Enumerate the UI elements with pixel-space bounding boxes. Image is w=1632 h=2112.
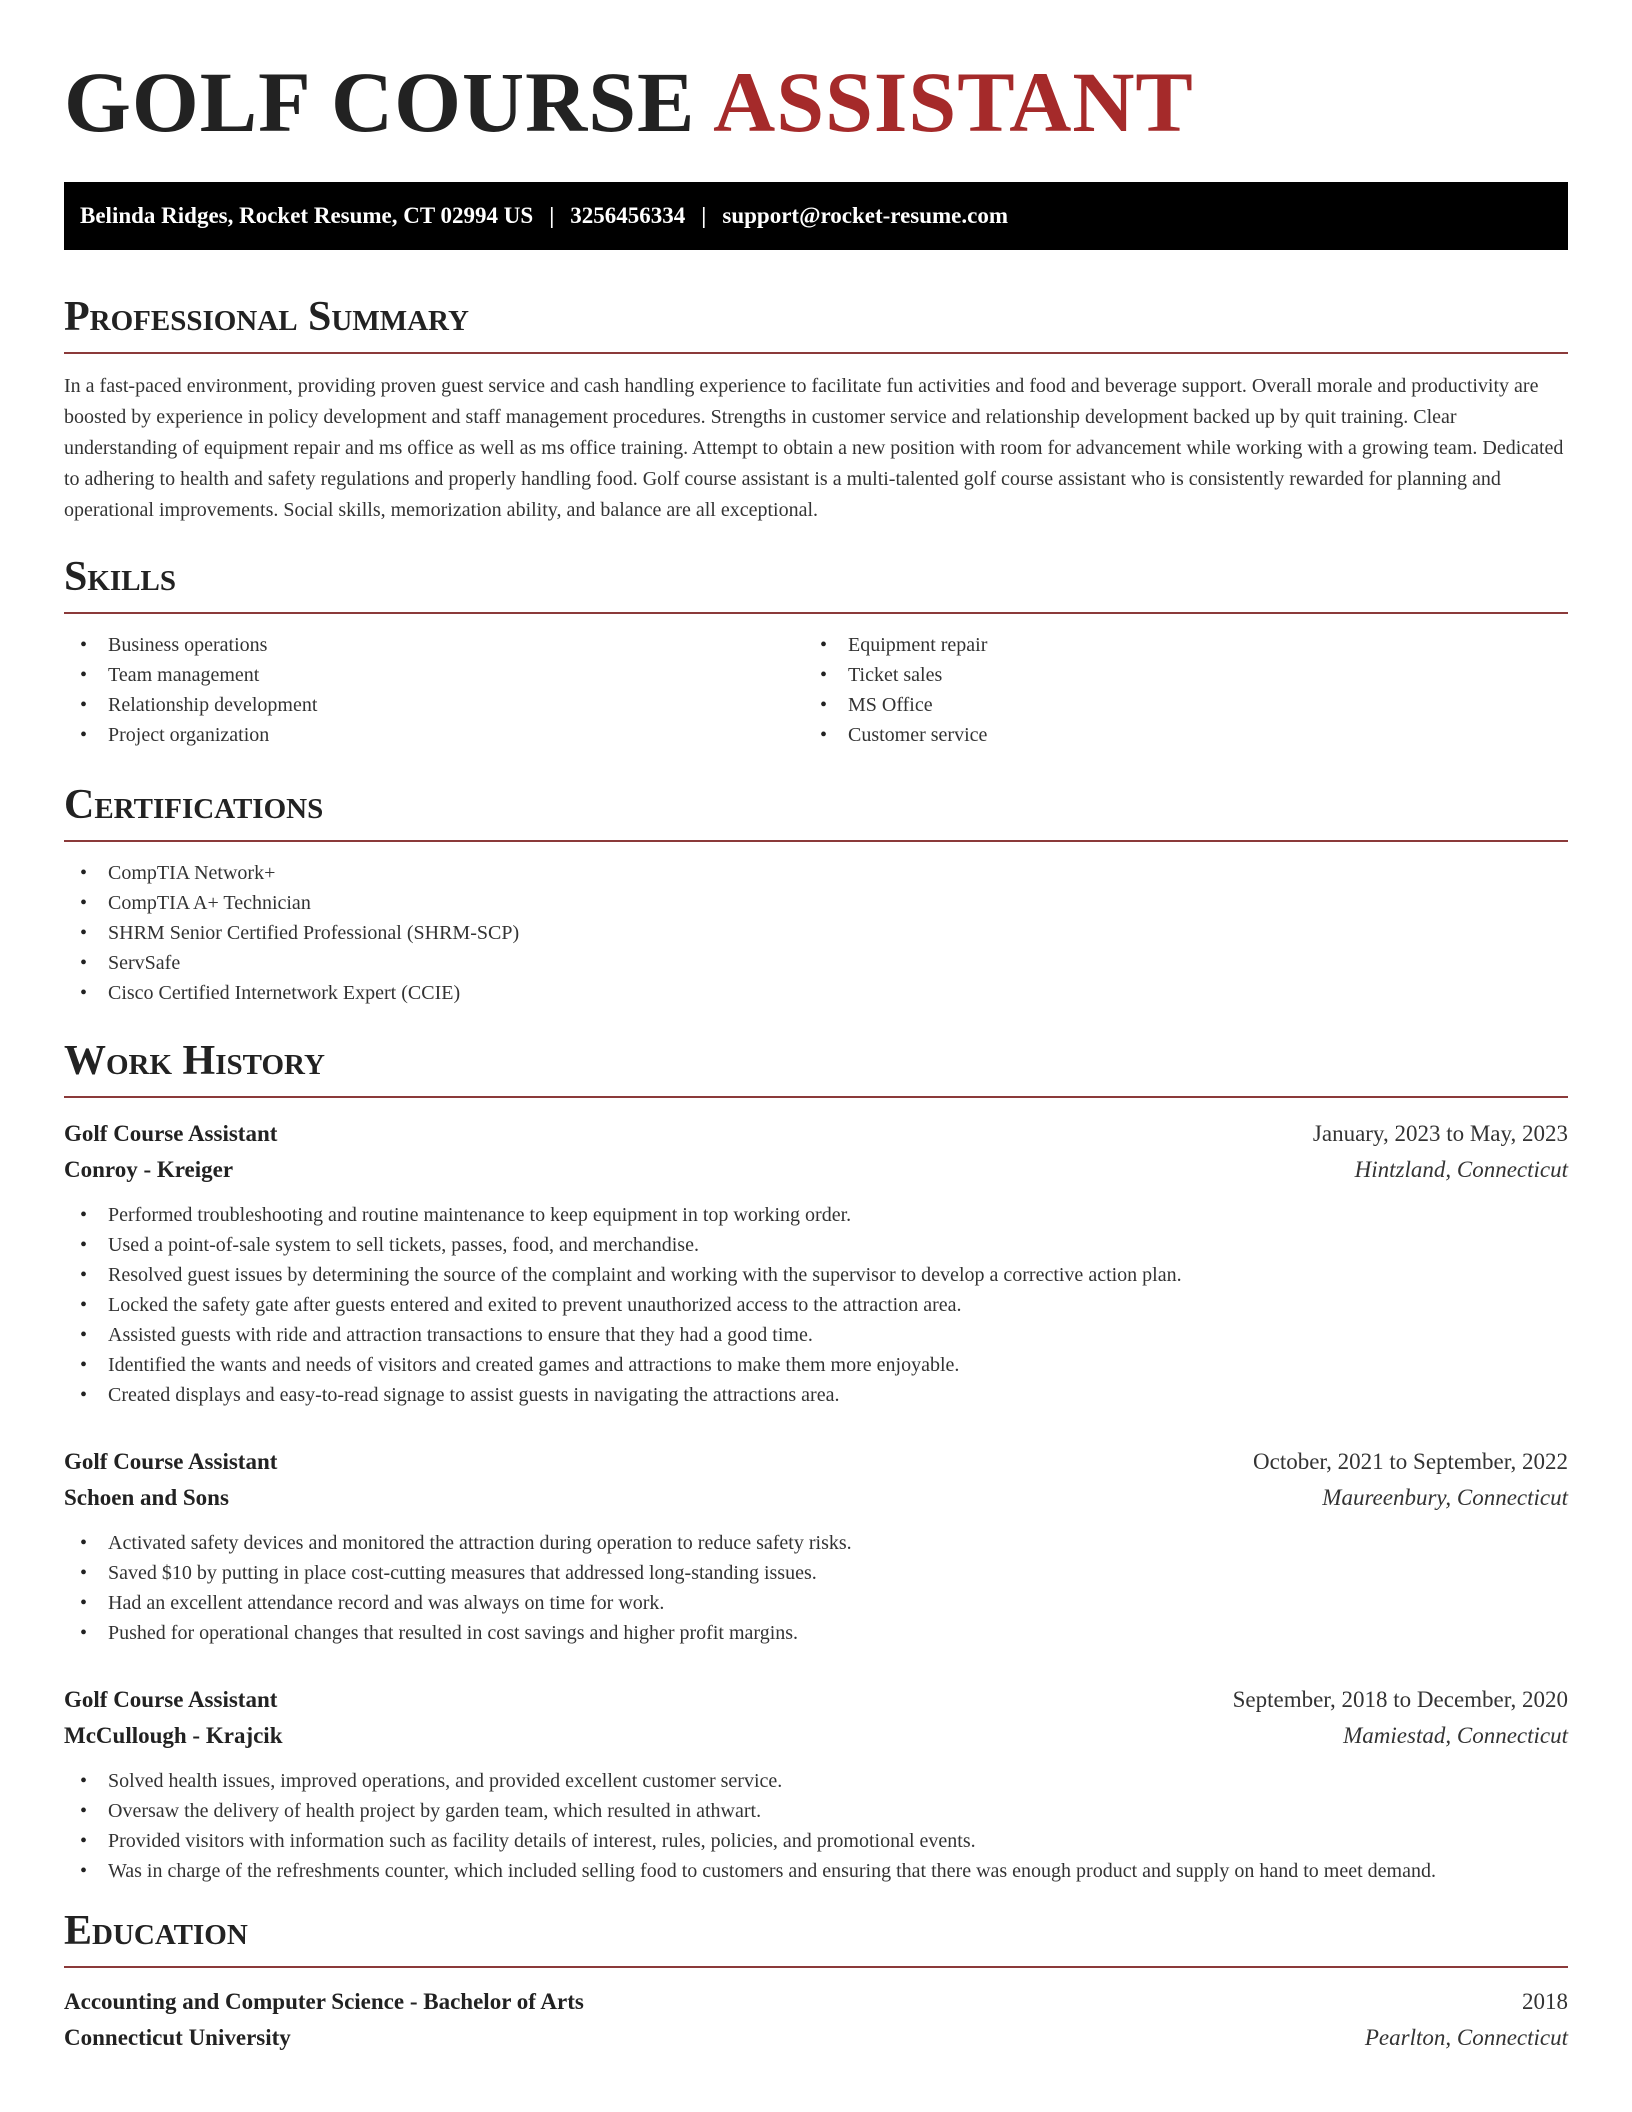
contact-bar [64, 182, 1568, 250]
job-role: Golf Course Assistant [64, 1121, 278, 1146]
job-subhead [64, 1152, 1568, 1188]
education-head [64, 1984, 1568, 2020]
list-item: • Created displays and easy-to-read signage to assist guests in navigating the attractions area. [64, 1380, 1568, 1410]
education-school: Connecticut University [64, 2025, 291, 2050]
list-item: • Relationship development [64, 690, 804, 720]
job-company: Conroy - Kreiger [64, 1157, 234, 1182]
title-accent: ASSISTANT [713, 54, 1194, 150]
education-section [64, 1906, 1568, 2056]
list-item: • Customer service [804, 720, 1544, 750]
contact-separator: | [549, 203, 555, 228]
list-item: • Ticket sales [804, 660, 1544, 690]
list-item: • CompTIA Network+ [64, 858, 1568, 888]
list-item: • Used a point-of-sale system to sell tickets, passes, food, and merchandise. [64, 1230, 1568, 1260]
section-heading-work-history: Work History [64, 1036, 1568, 1098]
list-item: • MS Office [804, 690, 1544, 720]
list-item: • Resolved guest issues by determining the source of the complaint and working with the supervisor to develop a corrective action plan. [64, 1260, 1568, 1290]
job-head [64, 1116, 1568, 1152]
skills-list-left [64, 630, 804, 750]
job-dates: January, 2023 to May, 2023 [1312, 1121, 1568, 1146]
list-item: • Oversaw the delivery of health project by garden team, which resulted in athwart. [64, 1796, 1568, 1826]
job-location: Mamiestad, Connecticut [1343, 1723, 1568, 1748]
list-item: • Cisco Certified Internetwork Expert (CCIE) [64, 978, 1568, 1008]
education-degree: Accounting and Computer Science - Bachelor of Arts [64, 1989, 584, 2014]
list-item: • Project organization [64, 720, 804, 750]
list-item: • Provided visitors with information such as facility details of interest, rules, policies, and promotional events. [64, 1826, 1568, 1856]
list-item: • ServSafe [64, 948, 1568, 978]
skills-grid [64, 630, 1568, 750]
job-subhead [64, 1480, 1568, 1516]
contact-phone: 3256456334 [570, 203, 686, 228]
list-item: • CompTIA A+ Technician [64, 888, 1568, 918]
certifications-list [64, 858, 1568, 1008]
job-entry [64, 1116, 1568, 1410]
section-heading-certifications: Certifications [64, 780, 1568, 842]
section-heading-education: Education [64, 1906, 1568, 1968]
job-dates: September, 2018 to December, 2020 [1232, 1687, 1568, 1712]
job-dates: October, 2021 to September, 2022 [1253, 1449, 1568, 1474]
job-company: Schoen and Sons [64, 1485, 229, 1510]
list-item: • Had an excellent attendance record and was always on time for work. [64, 1588, 1568, 1618]
list-item: • Solved health issues, improved operations, and provided excellent customer service. [64, 1766, 1568, 1796]
section-heading-summary: Professional Summary [64, 292, 1568, 354]
certifications-section [64, 780, 1568, 1008]
job-bullets [64, 1200, 1568, 1410]
job-subhead [64, 1718, 1568, 1754]
contact-address: Belinda Ridges, Rocket Resume, CT 02994 US [80, 203, 534, 228]
education-subhead [64, 2020, 1568, 2056]
professional-summary-section [64, 292, 1568, 526]
section-heading-skills: Skills [64, 552, 1568, 614]
education-entry [64, 1984, 1568, 2056]
list-item: • Assisted guests with ride and attraction transactions to ensure that they had a good time. [64, 1320, 1568, 1350]
list-item: • Saved $10 by putting in place cost-cutting measures that addressed long-standing issues. [64, 1558, 1568, 1588]
list-item: • Pushed for operational changes that resulted in cost savings and higher profit margins. [64, 1618, 1568, 1648]
list-item: • Equipment repair [804, 630, 1544, 660]
list-item: • SHRM Senior Certified Professional (SHRM-SCP) [64, 918, 1568, 948]
job-entry [64, 1444, 1568, 1648]
job-role: Golf Course Assistant [64, 1687, 278, 1712]
job-location: Maureenbury, Connecticut [1322, 1485, 1568, 1510]
job-head [64, 1444, 1568, 1480]
contact-email: support@rocket-resume.com [722, 203, 1009, 228]
job-location: Hintzland, Connecticut [1354, 1157, 1568, 1182]
list-item: • Business operations [64, 630, 804, 660]
list-item: • Locked the safety gate after guests entered and exited to prevent unauthorized access to the attraction area. [64, 1290, 1568, 1320]
summary-text: In a fast-paced environment, providing proven guest service and cash handling experience to facilitate fun activities and food and beverage support. Overall morale and productivity are boosted by experience in policy development and staff management procedures. Strengths in customer service and relationship development backed up by quit training. Clear understanding of equipment repair and ms office as well as ms office training. Attempt to obtain a new position with room for advancement while working with a growing team. Dedicated to adhering to health and safety regulations and properly handling food. Golf course assistant is a multi-talented golf course assistant who is consistently rewarded for planning and operational improvements. Social skills, memorization ability, and balance are all exceptional. [64, 375, 1564, 521]
list-item: • Activated safety devices and monitored the attraction during operation to reduce safety risks. [64, 1528, 1568, 1558]
job-bullets [64, 1528, 1568, 1648]
job-role: Golf Course Assistant [64, 1449, 278, 1474]
job-entry [64, 1682, 1568, 1886]
resume-title [64, 54, 1568, 150]
list-item: • Identified the wants and needs of visitors and created games and attractions to make them more enjoyable. [64, 1350, 1568, 1380]
education-year: 2018 [1522, 1989, 1568, 2014]
title-main: GOLF COURSE [64, 54, 696, 150]
skills-list-right [804, 630, 1544, 750]
job-head [64, 1682, 1568, 1718]
list-item: • Was in charge of the refreshments counter, which included selling food to customers and ensuring that there was enough product and supply on hand to meet demand. [64, 1856, 1568, 1886]
job-bullets [64, 1766, 1568, 1886]
list-item: • Team management [64, 660, 804, 690]
contact-separator: | [701, 203, 707, 228]
list-item: • Performed troubleshooting and routine maintenance to keep equipment in top working order. [64, 1200, 1568, 1230]
job-company: McCullough - Krajcik [64, 1723, 283, 1748]
education-location: Pearlton, Connecticut [1364, 2025, 1568, 2050]
work-history-section [64, 1036, 1568, 1886]
skills-section [64, 552, 1568, 750]
